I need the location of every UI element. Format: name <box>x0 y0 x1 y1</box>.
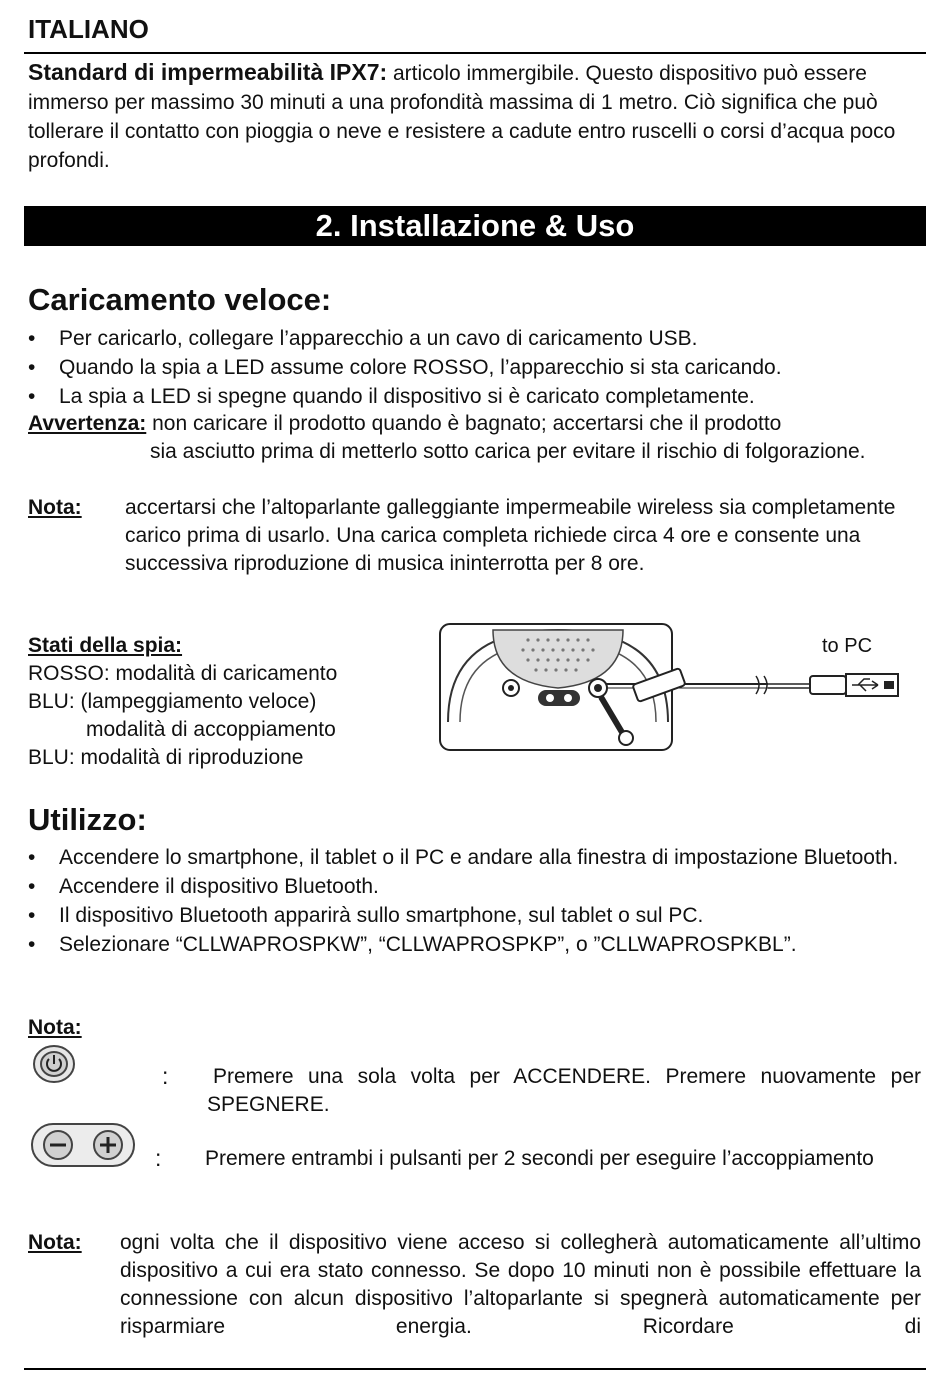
warning-label: Avvertenza: <box>28 412 147 435</box>
warning-line <box>28 410 921 438</box>
list-item: • Il dispositivo Bluetooth apparirà sullo smartphone, sul tablet o sul PC. <box>28 901 923 930</box>
led-states-title: Stati della spia: <box>28 634 183 657</box>
language-header: ITALIANO <box>28 14 149 44</box>
footer-rule <box>24 1368 926 1370</box>
section-title-bar <box>24 206 926 246</box>
list-item: • Quando la spia a LED assume colore ROSSO, l’apparecchio si sta caricando. <box>28 353 923 382</box>
pair-colon: : <box>155 1145 162 1171</box>
list-item: • Accendere il dispositivo Bluetooth. <box>28 872 923 901</box>
usage-note-label <box>28 1014 82 1042</box>
usage-note2-text: ogni volta che il dispositivo viene acceso si collegherà automaticamente all’ultimo dispositivo a cui era stato connesso. Se dopo 10 minuti non è possibile effettuare la connessione con alcun dispositivo l’altoparlante si spegnerà automaticamente per risparmiare energia. Ricordare di <box>120 1231 921 1338</box>
list-item: • Selezionare “CLLWAPROSPKW”, “CLLWAPROSPKP”, o ”CLLWAPROSPKBL”. <box>28 930 923 959</box>
list-item: • Per caricarlo, collegare l’apparecchio a un cavo di caricamento USB. <box>28 324 923 353</box>
charging-heading: Caricamento veloce: <box>28 282 332 317</box>
led-state-pairing: modalità di accoppiamento <box>86 718 336 741</box>
waterproof-text: articolo immergibile. Questo dispositivo può essere immerso per massimo 30 minuti a una profondità massima di 1 metro. Ciò significa che può tollerare il contatto con pioggia o neve e resistere a cadute entro ruscelli o corsi d’acqua poco profondi. <box>28 62 896 172</box>
usage-note2-label-text: Nota: <box>28 1231 82 1254</box>
charging-bullets <box>28 324 923 411</box>
header-rule <box>24 52 926 54</box>
power-colon: : <box>162 1063 169 1089</box>
note-text-1: accertarsi che l’altoparlante galleggiante impermeabile wireless sia completamente carico prima di usarlo. Una carica completa richiede circa 4 ore e consente una successiva riproduzione di musica ininterrotta per 8 ore. <box>125 496 896 575</box>
led-state-blue-fast: BLU: (lampeggiamento veloce) <box>28 690 317 713</box>
waterproof-label: Standard di impermeabilità IPX7: <box>28 59 388 85</box>
usage-bullets <box>28 843 923 959</box>
power-text: Premere una sola volta per ACCENDERE. Premere nuovamente per SPEGNERE. <box>207 1065 921 1116</box>
pair-text: Premere entrambi i pulsanti per 2 secondi per eseguire l’accoppiamento <box>205 1147 874 1170</box>
list-item: • Accendere lo smartphone, il tablet o il PC e andare alla finestra di impostazione Bluetooth. <box>28 843 923 872</box>
power-button-icon <box>32 1044 76 1084</box>
usage-note2-label <box>28 1229 82 1257</box>
list-item: • La spia a LED si spegne quando il dispositivo si è caricato completamente. <box>28 382 923 411</box>
warning-first: non caricare il prodotto quando è bagnato; accertarsi che il prodotto <box>146 412 782 435</box>
section-title: 2. Installazione & Uso <box>315 208 635 243</box>
led-states <box>28 632 428 772</box>
led-state-red: ROSSO: modalità di caricamento <box>28 662 338 685</box>
led-state-blue-play: BLU: modalità di riproduzione <box>28 746 304 769</box>
note-label-1 <box>28 494 82 522</box>
waterproof-paragraph <box>28 58 920 175</box>
note-label-text: Nota: <box>28 496 82 519</box>
to-pc-label: to PC <box>822 635 873 657</box>
warning-rest: sia asciutto prima di metterlo sotto carica per evitare il rischio di folgorazione. <box>150 440 866 463</box>
usage-heading: Utilizzo: <box>28 802 147 837</box>
pairing-buttons-icon <box>30 1122 136 1168</box>
usage-note-label-text: Nota: <box>28 1016 82 1039</box>
